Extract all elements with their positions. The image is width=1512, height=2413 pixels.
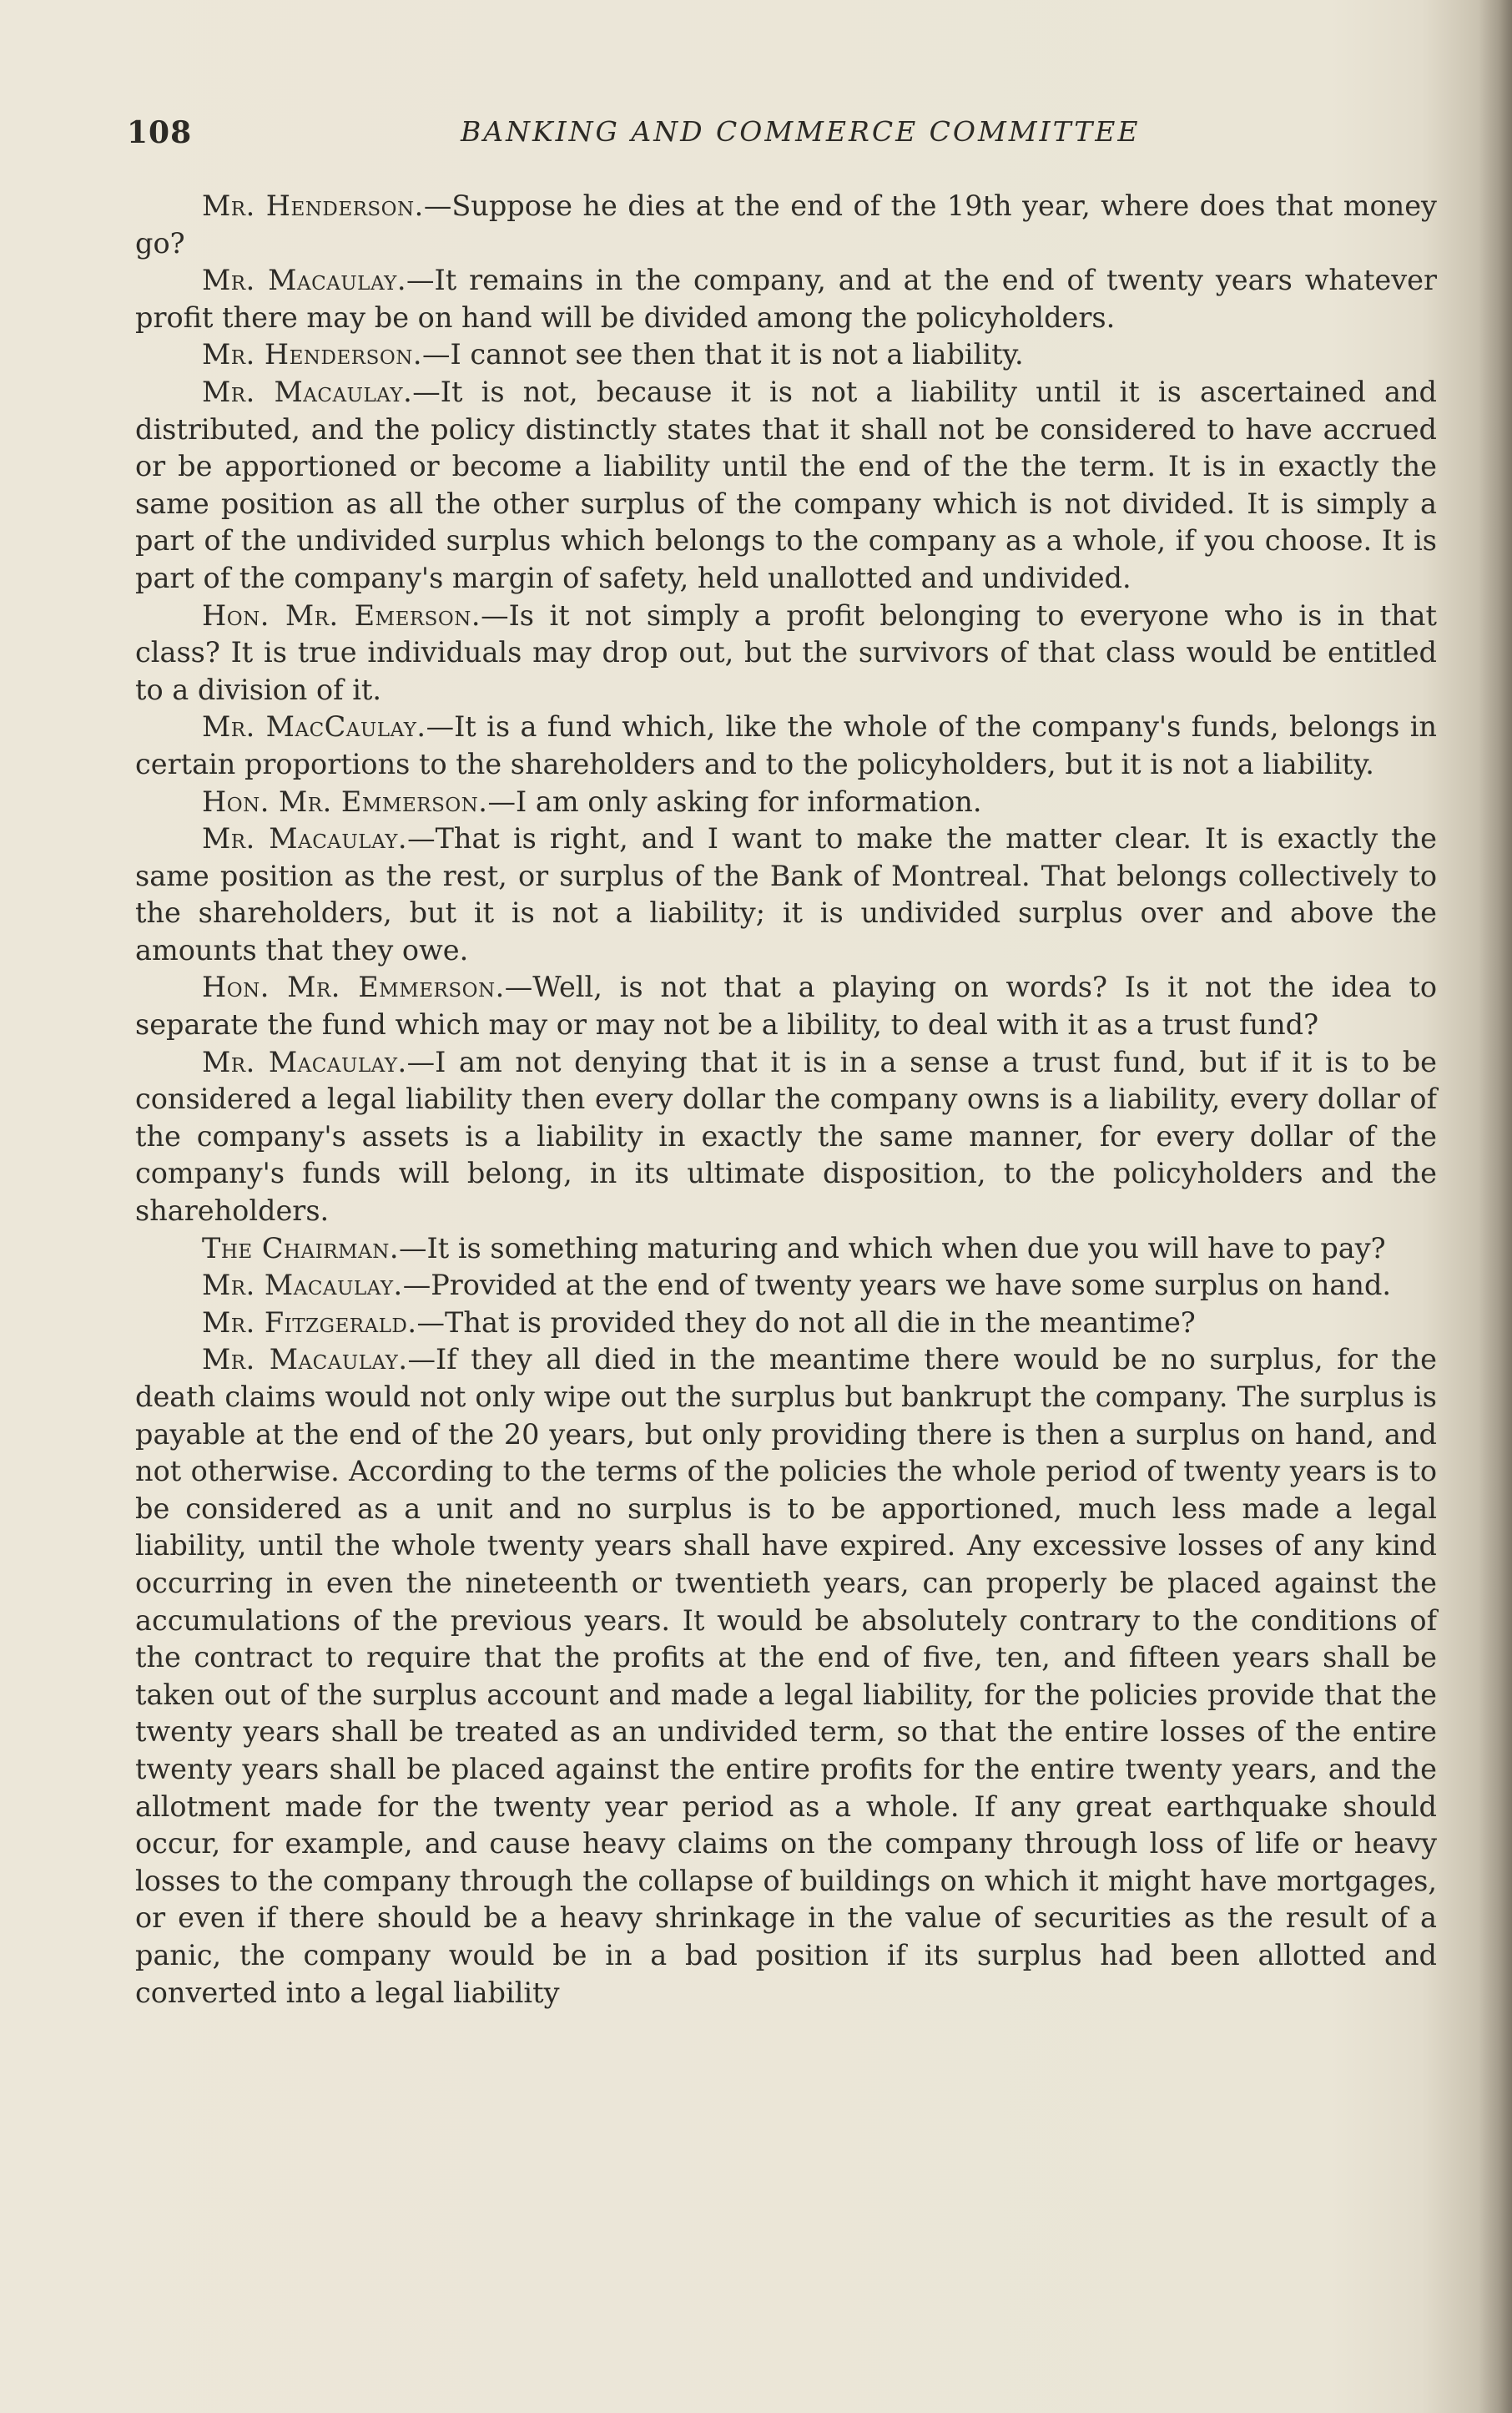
speaker-name: Mr. Macaulay. [202,822,408,856]
page-header [127,115,1437,165]
transcript-paragraph [135,969,1437,1043]
transcript-body [135,188,1437,2012]
transcript-paragraph [135,1267,1437,1305]
speech-text: —It is not, because it is not a liability until it is ascertained and distributed, and the policy distinctly states that it shall not be considered to have accrued or be apportioned or become a liability until the end of the the term. It is in exactly the same position as all the other surplus of the company which is not divided. It is simply a part of the undivided surplus which belongs to the company as a whole, if you choose. It is part of the company's margin of safety, held unallotted and undivided. [135,375,1438,594]
speaker-name: Mr. Henderson. [202,189,424,222]
speaker-name: Mr. Macaulay. [202,375,413,408]
transcript-paragraph [135,1341,1437,2012]
page-spine-shadow [1479,0,1512,2413]
speaker-name: Mr. MacCaulay. [202,710,426,744]
speech-text: —Suppose he dies at the end of the 19th year, where does that money go? [135,189,1437,260]
transcript-paragraph [135,784,1437,821]
page-number: 108 [127,115,193,150]
transcript-paragraph [135,262,1437,336]
speaker-name: Mr. Henderson. [202,338,422,371]
speaker-name: Mr. Macaulay. [202,1269,403,1302]
speech-text: —That is provided they do not all die in the meantime? [416,1305,1196,1339]
transcript-paragraph [135,336,1437,374]
transcript-paragraph [135,820,1437,969]
speaker-name: Hon. Mr. Emmerson. [202,971,505,1004]
speech-text: —Is it not simply a profit belonging to everyone who is in that class? It is true individuals may drop out, but the survivors of that class would be entitled to a division of it. [135,598,1437,706]
speaker-name: The Chairman. [202,1231,399,1265]
speaker-name: Hon. Mr. Emmerson. [202,785,488,818]
speech-text: —If they all died in the meantime there would be no surplus, for the death claims would not only wipe out the surplus but bankrupt the company. The surplus is payable at the end of the 20 years, but only providing there is then a surplus on hand, and not otherwise. According to the terms of the policies the whole period of twenty years is to be considered as a unit and no surplus is to be apportioned, much less made a legal liability, until the whole twenty years shall have expired. Any excessive losses of any kind occurring in even the nineteenth or twentieth years, can properly be placed against the accumulations of the previous years. It would be absolutely contrary to the conditions of the contract to require that the profits at the end of five, ten, and fifteen years shall be taken out of the surplus account and made a legal liability, for the policies provide that the twenty years shall be treated as an undivided term, so that the entire losses of the entire twenty years shall be placed against the entire profits for the entire twenty years, and the allotment made for the twenty year period as a whole. If any great earthquake should occur, for example, and cause heavy claims on the company through loss of life or heavy losses to the company through the collapse of buildings on which it might have mortgages, or even if there should be a heavy shrinkage in the value of securities as the result of a panic, the company would be in a bad position if its surplus had been allotted and converted into a legal liability [135,1343,1438,2009]
speech-text: —It is something maturing and which when due you will have to pay? [398,1231,1386,1265]
speech-text: —I am only asking for information. [487,785,982,818]
speaker-name: Mr. Macaulay. [202,1045,407,1078]
transcript-paragraph [135,598,1437,709]
speech-text: —That is right, and I want to make the matter clear. It is exactly the same position as the rest, or surplus of the Bank of Montreal. That belongs collectively to the shareholders, but it is not a liability; it is undivided surplus over and above the amounts that they owe. [135,822,1437,967]
transcript-paragraph [135,1230,1437,1268]
transcript-paragraph [135,188,1437,262]
speech-text: —Provided at the end of twenty years we have some surplus on hand. [402,1269,1392,1302]
transcript-paragraph [135,374,1437,598]
transcript-paragraph [135,1044,1437,1230]
speaker-name: Mr. Fitzgerald. [202,1305,417,1339]
speech-text: —I cannot see then that it is not a liability. [421,338,1024,371]
speech-text: —It remains in the company, and at the end of twenty years whatever profit there may be on hand will be divided among the policyholders. [135,264,1437,334]
transcript-paragraph [135,709,1437,783]
speaker-name: Mr. Macaulay. [202,264,406,297]
speech-text: —Well, is not that a playing on words? Is it not the idea to separate the fund which may or may not be a libility, to deal with it as a trust fund? [135,971,1437,1042]
speaker-name: Mr. Macaulay. [202,1343,408,1376]
speech-text: —It is a fund which, like the whole of the company's funds, belongs in certain proportions to the shareholders and to the policyholders, but it is not a liability. [135,710,1437,780]
running-title: BANKING AND COMMERCE COMMITTEE [461,115,1141,148]
speech-text: —I am not denying that it is in a sense a trust fund, but if it is to be considered a legal liability then every dollar the company owns is a liability, every dollar of the company's assets is a liability in exactly the same manner, for every dollar of the company's funds will belong, in its ultimate disposition, to the policyholders and the shareholders. [135,1045,1437,1228]
transcript-paragraph [135,1305,1437,1342]
speaker-name: Hon. Mr. Emerson. [202,598,481,632]
